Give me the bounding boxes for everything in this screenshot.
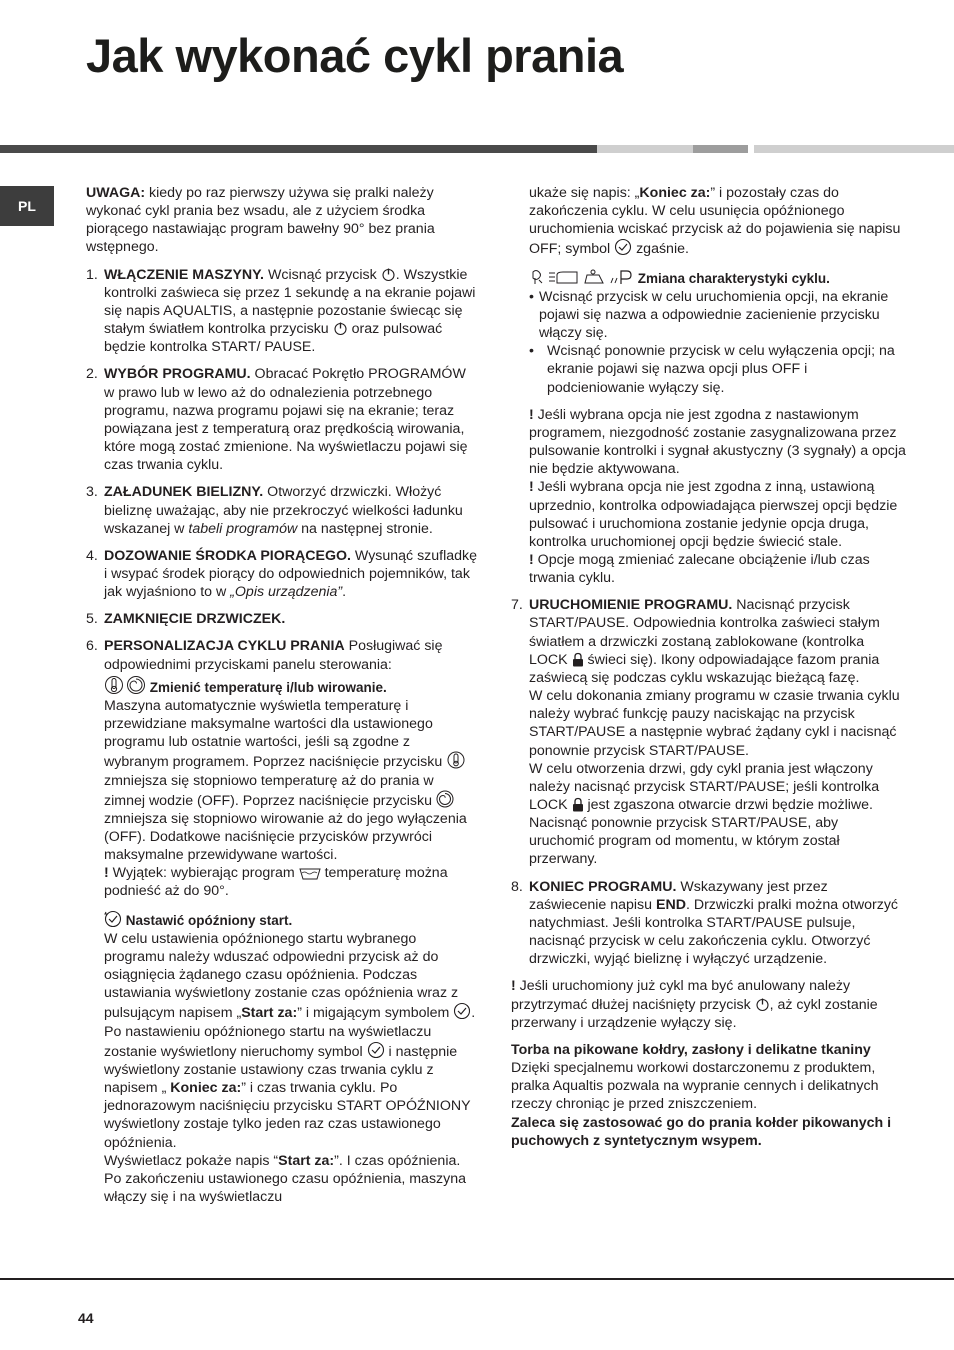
warning-label: UWAGA: [86,185,146,201]
delay-icon [104,910,122,928]
page-title: Jak wykonać cykl prania [86,29,624,82]
step-8: 8. KONIEC PROGRAMU. Wskazywany jest przez zaświecenie napisu END. Drzwiczki pralki można otworzyć natychmiast. Jeśli kontrolka START/PAUSE pulsuje, nacisnąć przycisk w celu zakończenia cyklu. Otworzyć drzwiczki, wyjąć bieliznę i wyłączyć urządzenie. [511,878,899,968]
step-1: 1. WŁĄCZENIE MASZYNY. Wcisnąć przycisk . Wszystkie kontrolki zaświeca się przez 1 sekundę a na ekranie pojawi się napis AQUALTIS, a następnie pozostanie świecąc się stałym światłem kontrolka przycisku oraz pulsować będzie kontrolka START/ PAUSE. [86,266,476,356]
power-icon [381,267,396,282]
left-column [86,184,478,1206]
lock-icon [572,652,584,667]
temperature-icon [446,751,466,769]
footer-rule [0,1278,954,1280]
cotton-program-icon [299,866,321,880]
option-bullet-1: • Wcisnąć przycisk w celu uruchomienia opcji, na ekranie pojawi się nazwa a odpowiednie zacienienie przycisku włączy się. [529,288,889,342]
temperature-icon [104,675,126,695]
power-icon [755,997,770,1012]
delay-icon [614,238,632,256]
option-icons [529,268,634,286]
cancel-note: ! Jeśli uruchomiony już cykl ma być anulowany należy przytrzymać dłużej naciśnięty przycisk , aż cykl zostanie przerwany i urządzenie wyłączy się. [511,978,878,1031]
step-2: 2. WYBÓR PROGRAMU. Obracać Pokrętło PROGRAMÓW w prawo lub w lewo aż do odnalezienia potrzebnego programu, nazwa programu pojawi się na ekranie; teraz powiązana jest z temperaturą oraz prędkością wirowania, które mogą zostać zmienione. Na wyświetlaczu pojawi się czas trwania cyklu. [86,366,468,474]
delay-heading: Nastawić opóźniony start. [104,910,478,930]
delay-icon [453,1002,471,1020]
step-6: 6. PERSONALIZACJA CYKLU PRANIA Posługiwać się odpowiednimi przyciskami panelu sterowania: Zmienić temperaturę i/lub wirowanie. Maszyna automatycznie wyświetla temperaturę i przewidziane maksymalne wartości dla ustawionego programu lub ostatnie wartości, jeśli są zgodne z wybranym programem. Poprzez naciśnięcie przycisku zmniejsza się stopniowo temperaturę aż do prania w zimnej wodzie (OFF). Poprzez naciśnięcie przycisku zmniejsza się stopniowo wirowanie aż do jego wyłączenia (OFF). Dodatkowe naciśnięcie przycisków przywróci maksymalne przewidywane wartości. ! Wyjątek: wybierając program temperaturę można podnieść aż do 90°. Nastawić opóźniony start. W celu ustawienia opóźnionego startu wybranego programu należy wduszać odpowiedni przycisk aż do osiągnięcia żądanego czasu opóźnienia. Podczas ustawiania wyświetlony zostanie czas opóźnienia wraz z pulsującym napisem „Start za:” i migającym symbolem . Po nastawieniu opóźnionego startu na wyświetlaczu zostanie wyświetlony nieruchomy symbol i następnie wyświetlony zostanie ustawiony czas trwania cyklu z napisem „ Koniec za:” i czas trwania cyklu. Po jednorazowym naciśnięciu przycisku START OPÓŹNIONY wyświetlony zostaje tylko jeden raz czas ustawionego opóźnienia. Wyświetlacz pokaże napis “Start za:”. I czas opóźnienia. Po zakończeniu ustawionego czasu opóźnienia, maszyna włączy się i na wyświetlaczu [86,637,478,1206]
page-number: 44 [78,1310,94,1326]
bag-text: Dzięki specjalnemu workowi dostarczonemu z produktem, pralka Aqualtis pozwala na wypranie cennych i delikatnych rzeczy chroniąc je przed zniszczeniem. [511,1060,879,1113]
header-bar-mid [693,145,748,153]
header-bar-light-3 [754,145,954,153]
note-3: ! Opcje mogą zmieniać zalecane obciążenie i/lub czas trwania cyklu. [529,551,870,587]
step-3: 3. ZAŁADUNEK BIELIZNY. Otworzyć drzwiczki. Włożyć bieliznę uważając, aby nie przekroczyć wielkości ładunku wskazanej w tabeli programów na następnej stronie. [86,484,463,537]
step-7: 7. URUCHOMIENIE PROGRAMU. Nacisnąć przycisk START/PAUSE. Odpowiednia kontrolka zaświeci stałym światłem a drzwiczki zostaną zablokowane (kontrolka LOCK świeci się). Ikony odpowiadające fazom prania zaświecą się podczas cyklu wskazując bieżącą fazę. W celu dokonania zmiany programu w czasie trwania cyklu należy wybrać funkcję pauzy naciskając na przycisk START/PAUSE a następnie wybrać żądany cykl i nacisnąć ponownie przycisk START/PAUSE. W celu otworzenia drzwi, gdy cykl prania jest włączony należy nacisnąć przycisk START/PAUSE; jeśli kontrolka LOCK jest zgaszona otwarcie drzwi będzie możliwe. Nacisnąć ponownie przycisk START/PAUSE, aby uruchomić program od momentu, w którym został przerwany. [511,597,900,868]
temp-spin-heading: Zmienić temperaturę i/lub wirowanie. [104,675,478,697]
delay-icon [367,1041,385,1059]
bag-heading: Torba na pikowane kołdry, zasłony i delikatne tkaniny [511,1041,871,1058]
lock-icon [572,797,584,812]
note-1: ! Jeśli wybrana opcja nie jest zgodna z nastawionym programem, niezgodność zostanie zasygnalizowana przez pulsowanie kontrolki i sygnał akustyczny (3 sygnały) a opcja nie będzie aktywowana. [529,406,906,478]
language-tab: PL [0,186,54,226]
bag-recommendation: Zaleca się zastosować go do prania kołder pikowanych i puchowych z syntetycznym wsypem. [511,1114,892,1149]
spin-icon [126,675,146,695]
header-bar-light-1 [597,145,693,153]
option-bullet-2: • Wcisnąć ponownie przycisk w celu wyłączenia opcji; na ekranie pojawi się nazwa opcji plus OFF i podcieniowanie wyłączy się. [529,343,895,396]
spin-icon [436,790,454,808]
step-4: 4. DOZOWANIE ŚRODKA PIORĄCEGO. Wysunąć szufladkę i wsypać środek piorący do odpowiednich pojemników, tak jak wyjaśniono to w „Opis urządzenia”. [86,547,478,601]
note-2: ! Jeśli wybrana opcja nie jest zgodna z inną, ustawioną uprzednio, kontrolka odpowiadająca pierwszej opcji będzie pulsować i uruchomiona zostanie jedynie opcja druga, kontrolka uruchomionej opcji będzie świecić stale. [529,479,898,550]
header-bar-dark [0,145,597,153]
warning-paragraph: UWAGA: kiedy po raz pierwszy używa się pralki należy wykonać cykl prania bez wsadu, ale z użyciem środka piorącego nastawiając program bawełny 90° bez prania wstępnego. [86,185,435,256]
step-5: 5. ZAMKNIĘCIE DRZWICZEK. [86,611,286,628]
options-heading: Zmiana charakterystyki cyklu. [529,268,906,288]
right-column: ukaże się napis: „Koniec za:” i pozostały czas do zakończenia cyklu. W celu usunięcia opóźnionego uruchomienia wciskać przycisk aż do pojawienia się napisu OFF; symbol zgaśnie. Zmiana charakterystyki cyklu. • Wcisnąć przycisk w celu uruchomienia opcji, na ekranie pojawi się nazwa a odpowiednie zacienienie przycisku włączy się. • Wcisnąć ponownie przycisk w celu wyłączenia opcji; na ekranie pojawi się nazwa opcji plus OFF i podcieniowanie wyłączy się. ! Jeśli wybrana opcja nie jest zgodna z nastawionym programem, niezgodność zostanie zasygnalizowana przez pulsowanie kontrolki i sygnał akustyczny (3 sygnały) a opcja nie będzie aktywowana. ! Jeśli wybrana opcja nie jest zgodna z inną, ustawioną uprzednio, kontrolka odpowiadająca pierwszej opcji będzie pulsować i uruchomiona zostanie jedynie opcja druga, kontrolka uruchomionej opcji będzie świecić stale. ! Opcje mogą zmieniać zalecane obciążenie i/lub czas trwania cyklu. 7. URUCHOMIENIE PROGRAMU. Nacisnąć przycisk START/PAUSE. Odpowiednia kontrolka zaświeci stałym światłem a drzwiczki zostaną zablokowane (kontrolka LOCK świeci się). Ikony odpowiadające fazom prania zaświecą się podczas cyklu wskazując bieżącą fazę. W celu dokonania zmiany programu w czasie trwania cyklu należy wybrać funkcję pauzy naciskając na przycisk START/PAUSE a następnie wybrać żądany cykl i nacisnąć ponownie przycisk START/PAUSE. W celu otworzenia drzwi, gdy cykl prania jest włączony należy nacisnąć przycisk START/PAUSE; jeśli kontrolka LOCK jest zgaszona otwarcie drzwi będzie możliwe. Nacisnąć ponownie przycisk START/PAUSE, aby uruchomić program od momentu, w którym został przerwany. 8. KONIEC PROGRAMU. Wskazywany jest przez zaświecenie napisu END. Drzwiczki pralki można otworzyć natychmiast. Jeśli kontrolka START/PAUSE pulsuje, nacisnąć przycisk w celu zakończenia cyklu. Otworzyć drzwiczki, wyjąć bieliznę i wyłączyć urządzenie. ! Jeśli uruchomiony już cykl ma być anulowany należy przytrzymać dłużej naciśnięty przycisk , aż cykl zostanie przerwany i urządzenie wyłączy się. Torba na pikowane kołdry, zasłony i delikatne tkaniny Dzięki specjalnemu workowi dostarczonemu z produktem, pralka Aqualtis pozwala na wypranie cennych i delikatnych rzeczy chroniąc je przed zniszczeniem. Zaleca się zastosować go do prania kołder pikowanych i puchowych z syntetycznym wsypem. [511,185,906,1149]
power-icon [333,321,348,336]
